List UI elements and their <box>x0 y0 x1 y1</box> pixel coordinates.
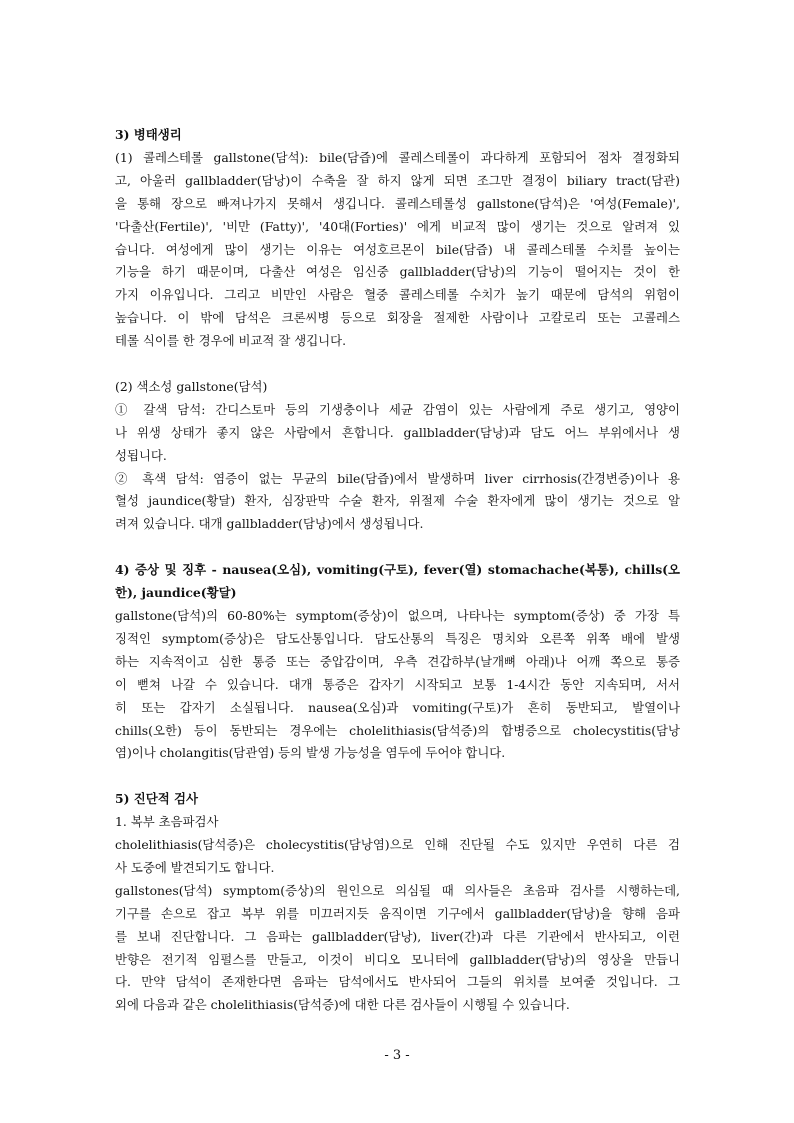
paragraph-gap <box>115 353 680 376</box>
section-heading: 4) 증상 및 징후 - nausea(오심), vomiting(구토), fever(열) stomachache(복통), chills(오 <box>115 562 680 578</box>
text-line: 징적인 symptom(증상)은 담도산통입니다. 담도산통의 특징은 명치와 오른쪽 위쪽 배에 발생 <box>115 630 680 646</box>
text-line: 나 위생 상태가 좋지 않은 사람에서 흔합니다. gallbladder(담낭)과 담도 어느 부위에서나 생 <box>115 424 680 440</box>
text-line: cholelithiasis(담석증)은 cholecystitis(담낭염)으로 인해 진단될 수도 있지만 우연히 다른 검 <box>115 837 680 853</box>
text-line: 를 보내 진단합니다. 그 음파는 gallbladder(담낭), liver(간)과 다른 기관에서 반사되고, 이런 <box>115 928 680 944</box>
text-line: 려져 있습니다. 대개 gallbladder(담낭)에서 생성됩니다. <box>115 516 424 532</box>
text-line: 습니다. 여성에게 많이 생기는 이유는 여성호르몬이 bile(담즙) 내 콜레스테롤 수치를 높이는 <box>115 241 680 257</box>
text-line: 1. 복부 초음파검사 <box>115 814 219 830</box>
text-line: gallstone(담석)의 60-80%는 symptom(증상)이 없으며, 나타나는 symptom(증상) 중 가장 특 <box>115 608 680 623</box>
text-line: 성됩니다. <box>115 447 167 463</box>
text-line: 반향은 전기적 임펄스를 만들고, 이것이 비디오 모니터에 gallbladder(담낭)의 영상을 만듭니 <box>115 951 680 967</box>
section-heading: 5) 진단적 검사 <box>115 791 198 807</box>
text-line: 다. 만약 담석이 존재한다면 음파는 담석에서도 반사되어 그들의 위치를 보여줄 것입니다. 그 <box>115 974 680 990</box>
text-line: 혈성 jaundice(황달) 환자, 심장판막 수술 환자, 위절제 수술 환자에게 많이 생기는 것으로 알 <box>115 493 680 509</box>
text-line: ① 갈색 담석: 간디스토마 등의 기생충이나 세균 감염이 있는 사람에게 주로 생기고, 영양이 <box>115 401 680 417</box>
text-line: 히 또는 갑자기 소실됩니다. nausea(오심)과 vomiting(구토)가 흔히 동반되고, 발열이나 <box>115 699 680 715</box>
text-line: 염)이나 cholangitis(담관염) 등의 발생 가능성을 염두에 두어야 합니다. <box>115 745 506 761</box>
text-line: 기구를 손으로 잡고 복부 위를 미끄러지듯 움직이면 기구에서 gallbladder(담낭)을 향해 음파 <box>115 905 680 921</box>
text-line: 이 뻗쳐 나갈 수 있습니다. 대개 통증은 갑자기 시작되고 보통 1-4시간 동안 지속되며, 서서 <box>115 676 680 692</box>
text-line: gallstones(담석) symptom(증상)의 원인으로 의심될 때 의사들은 초음파 검사를 시행하는데, <box>115 882 680 898</box>
text-line: 기능을 하기 때문이며, 다출산 여성은 임신중 gallbladder(담낭)의 기능이 떨어지는 것이 한 <box>115 264 680 280</box>
text-line: chills(오한) 등이 동반되는 경우에는 cholelithiasis(담석증)의 합병증으로 cholecystitis(담낭 <box>115 722 680 738</box>
text-line: 테롤 식이를 한 경우에 비교적 잘 생깁니다. <box>115 333 347 349</box>
text-line: ② 흑색 담석: 염증이 없는 무균의 bile(담즙)에서 발생하며 liver cirrhosis(간경변증)이나 용 <box>115 470 680 486</box>
text-line: (1) 콜레스테롤 gallstone(담석): bile(담즙)에 콜레스테롤이 과다하게 포함되어 점차 결정화되 <box>115 149 680 165</box>
section-heading: 3) 병태생리 <box>115 127 182 142</box>
text-line: 을 통해 장으로 빠져나가지 못해서 생깁니다. 콜레스테롤성 gallstone(담석)은 '여성(Female)', <box>115 195 680 211</box>
text-line: 사 도중에 발견되기도 합니다. <box>115 859 275 875</box>
section-heading: 한), jaundice(황달) <box>115 585 237 601</box>
paragraph-gap <box>115 536 680 559</box>
document-page <box>115 124 680 1017</box>
paragraph-gap <box>115 765 680 788</box>
text-line: 고, 아울러 gallbladder(담낭)이 수축을 잘 하지 않게 되면 조그만 결정이 biliary tract(담관) <box>115 172 680 188</box>
page-number: - 3 - <box>384 1048 410 1063</box>
text-line: 가지 이유입니다. 그리고 비만인 사람은 혈중 콜레스테롤 수치가 높기 때문에 담석의 위험이 <box>115 287 680 303</box>
text-line: 외에 다음과 같은 cholelithiasis(담석증)에 대한 다른 검사들이 시행될 수 있습니다. <box>115 997 570 1013</box>
text-line: (2) 색소성 gallstone(담석) <box>115 378 268 394</box>
text-line: 하는 지속적이고 심한 통증 또는 중압감이며, 우측 견갑하부(날개뼈 아래)나 어깨 쪽으로 통증 <box>115 653 680 669</box>
text-line: '다출산(Fertile)', '비만 (Fatty)', '40대(Forties)' 에게 비교적 많이 생기는 것으로 알려져 있 <box>115 218 680 234</box>
text-line: 높습니다. 이 밖에 담석은 크론씨병 등으로 회장을 절제한 사람이나 고칼로리 또는 고콜레스 <box>115 310 680 326</box>
